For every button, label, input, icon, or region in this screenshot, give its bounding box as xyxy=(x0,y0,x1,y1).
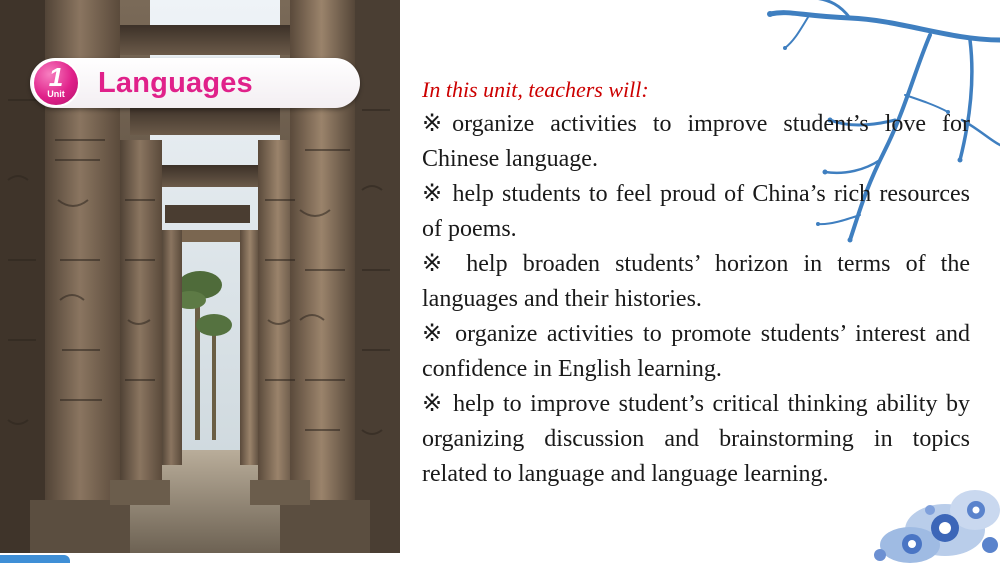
bullet-item: ※organize activities to improve student’s love for Chinese language. xyxy=(422,111,970,172)
bottom-accent-shape xyxy=(0,555,70,563)
unit-number: 1 xyxy=(48,62,64,92)
unit-number-circle xyxy=(32,59,80,107)
text-content xyxy=(422,73,970,492)
unit-badge xyxy=(30,58,360,108)
bullet-item: ※ organize activities to promote students’ interest and confidence in English learning. xyxy=(422,321,970,382)
bullet-item: ※ help to improve student’s critical thinking ability by organizing discussion and brainstorming in topics related to language and language learning. xyxy=(422,391,970,487)
bullet-item: ※ help broaden students’ horizon in terms of the languages and their histories. xyxy=(422,251,970,312)
unit-word: Unit xyxy=(47,89,65,99)
bullet-item: ※ help students to feel proud of China’s rich resources of poems. xyxy=(422,181,970,242)
intro-line: In this unit, teachers will: xyxy=(422,77,649,102)
unit-title: Languages xyxy=(98,67,253,99)
